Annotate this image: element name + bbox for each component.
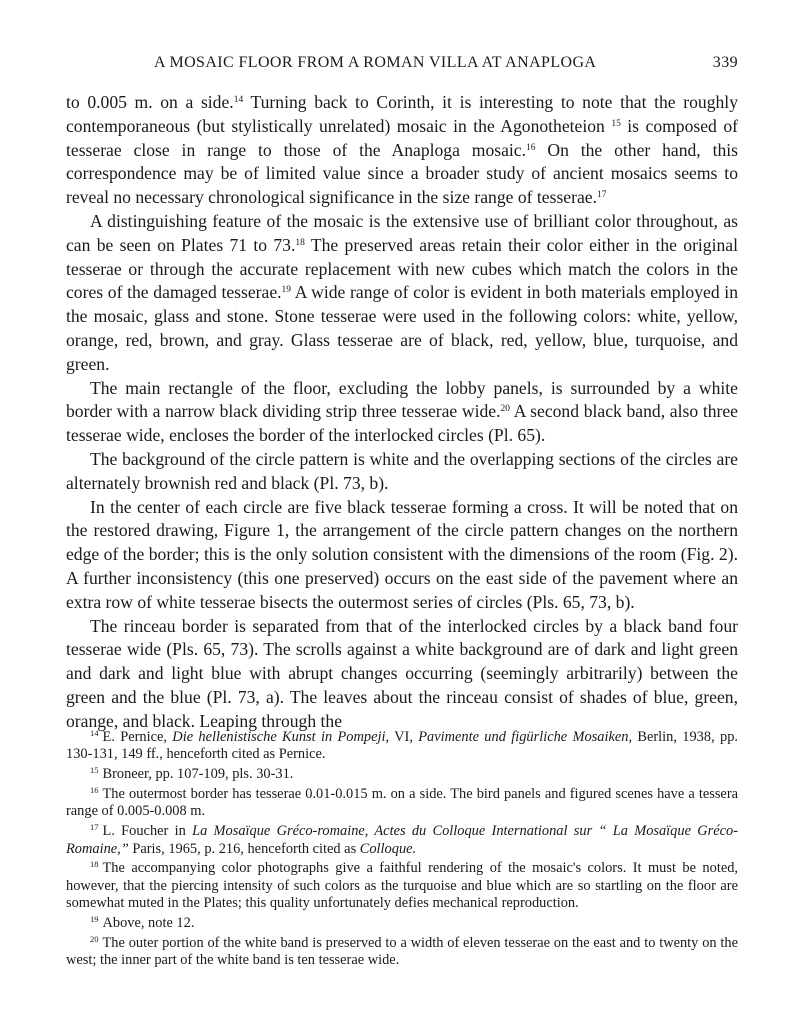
running-header: [66, 54, 738, 76]
footnote-16: [66, 786, 738, 821]
p2-text-a: A distinguishing feature of the mosaic is the extensive use of brilliant color throughout, as can be seen on Plates 71 to 73.: [66, 210, 738, 255]
paragraph-5: In the center of each circle are five black tesserae forming a cross. It will be noted that on the restored drawing, Figure 1, the arrangement of the circle pattern changes on the northern edge of the border; this is the only solution consistent with the dimensions of the room (Fig. 2). A further inconsistency (this one preserved) occurs on the east side of the pavement where an extra row of white tesserae bisects the outermost series of circles (Pls. 65, 73, b).: [66, 496, 738, 612]
footnote-ref-18[interactable]: 18: [295, 237, 305, 248]
running-title: A MOSAIC FLOOR FROM A ROMAN VILLA AT ANAPLOGA: [154, 54, 597, 71]
footnote-20: [66, 935, 738, 970]
footnote-ref-16[interactable]: 16: [526, 142, 536, 153]
fn18-text: The accompanying color photographs give a faithful rendering of the mosaic's colors. It must be noted, however, that the piercing intensity of such colors as the turquoise and blue which are so startling on the floor are somewhat muted in the Plates; this quality unfortunately defies mechanical reproduction.: [66, 860, 738, 912]
p1-text-d: On the other hand, this correspondence may be of limited value since a broader study of ancient mosaics seems to reveal no necessary chronological significance in the size range of tesserae.: [66, 139, 738, 208]
footnote-15: [66, 766, 738, 783]
footnote-14: [66, 729, 738, 764]
fn17-text-b: Paris, 1965, p. 216, henceforth cited as: [128, 840, 360, 857]
p1-text-b: Turning back to Corinth, it is interesting to note that the roughly contemporaneous (but stylistically unrelated) mosaic in the Agonotheteion: [66, 92, 738, 136]
paragraph-2: [66, 210, 738, 377]
fn14-title-1: Die hellenistische Kunst in Pompeji,: [172, 729, 390, 745]
footnote-number: 19: [90, 914, 99, 925]
footnote-ref-15[interactable]: 15: [611, 118, 621, 129]
fn19-text: Above, note 12.: [102, 915, 195, 932]
footnote-number: 15: [90, 765, 99, 776]
fn16-text: The outermost border has tesserae 0.01-0.015 m. on a side. The bird panels and figured scenes have a tessera range of 0.005-0.008 m.: [66, 786, 738, 820]
p3-text-a: The main rectangle of the floor, excluding the lobby panels, is surrounded by a white border with a narrow black dividing strip three tesserae wide.: [66, 377, 738, 422]
paragraph-1: [66, 91, 738, 210]
p3-text-b: A second black band, also three tesserae wide, encloses the border of the interlocked circles (Pl. 65).: [66, 401, 738, 446]
footnote-number: 14: [90, 728, 99, 738]
fn20-text: The outer portion of the white band is preserved to a width of eleven tesserae on the east and to twenty on the west; the inner part of the white band is ten tesserae wide.: [66, 934, 738, 969]
footnote-number: 18: [90, 859, 99, 870]
fn14-title-2: Pavimente und figürliche Mosaiken,: [418, 729, 633, 745]
p2-text-b: The preserved areas retain their color either in the original tesserae or through the accurate replacement with new cubes which match the colors in the cores of the damaged tesserae.: [66, 234, 738, 303]
footnote-number: 17: [90, 822, 99, 833]
paragraph-6: The rinceau border is separated from that of the interlocked circles by a black band four tesserae wide (Pls. 65, 73). The scrolls against a white background are of dark and light green and dark and light blue with abrupt changes occurring (seemingly arbitrarily) between the green and the blue (Pl. 73, a). The leaves about the rinceau consist of shades of blue, green, orange, and black. Leaping through the: [66, 615, 738, 731]
paragraph-3: [66, 377, 738, 448]
footnote-18: [66, 860, 738, 912]
fn15-text: Broneer, pp. 107-109, pls. 30-31.: [102, 766, 294, 783]
fn14-text-c: Berlin, 1938, pp. 130-131, 149 ff., henceforth cited as Pernice.: [66, 729, 738, 763]
fn17-text-a: L. Foucher in: [102, 823, 193, 840]
footnote-ref-19[interactable]: 19: [281, 285, 292, 296]
p1-text-a: to 0.005 m. on a side.: [66, 92, 234, 112]
fn17-title-1: La Mosaïque Gréco-romaine, Actes du Colloque International sur “ La Mosaïque Gréco-Romaine,”: [66, 823, 738, 857]
footnote-ref-20[interactable]: 20: [500, 404, 511, 415]
page-number: 339: [712, 54, 738, 71]
footnote-number: 20: [90, 933, 99, 944]
footnote-17: [66, 823, 738, 858]
fn14-text-a: E. Pernice,: [102, 729, 173, 745]
main-text: [66, 91, 738, 734]
footnote-ref-17[interactable]: 17: [597, 190, 607, 201]
paragraph-4: The background of the circle pattern is white and the overlapping sections of the circles are alternately brownish red and black (Pl. 73, b).: [66, 448, 738, 493]
fn17-title-2: Colloque.: [359, 840, 417, 857]
footnote-19: [66, 915, 738, 932]
footnotes: [66, 729, 738, 970]
fn14-text-b: VI,: [389, 729, 419, 745]
footnote-ref-14[interactable]: 14: [233, 95, 244, 105]
footnote-number: 16: [90, 785, 99, 795]
p2-text-c: A wide range of color is evident in both materials employed in the mosaic, glass and stone. Stone tesserae were used in the following colors: white, yellow, orange, red, brown, and gray. Glass tesserae are of black, red, yellow, blue, turquoise, and green.: [66, 282, 738, 374]
p1-text-c: is composed of tesserae close in range to those of the Anaploga mosaic.: [66, 115, 738, 160]
